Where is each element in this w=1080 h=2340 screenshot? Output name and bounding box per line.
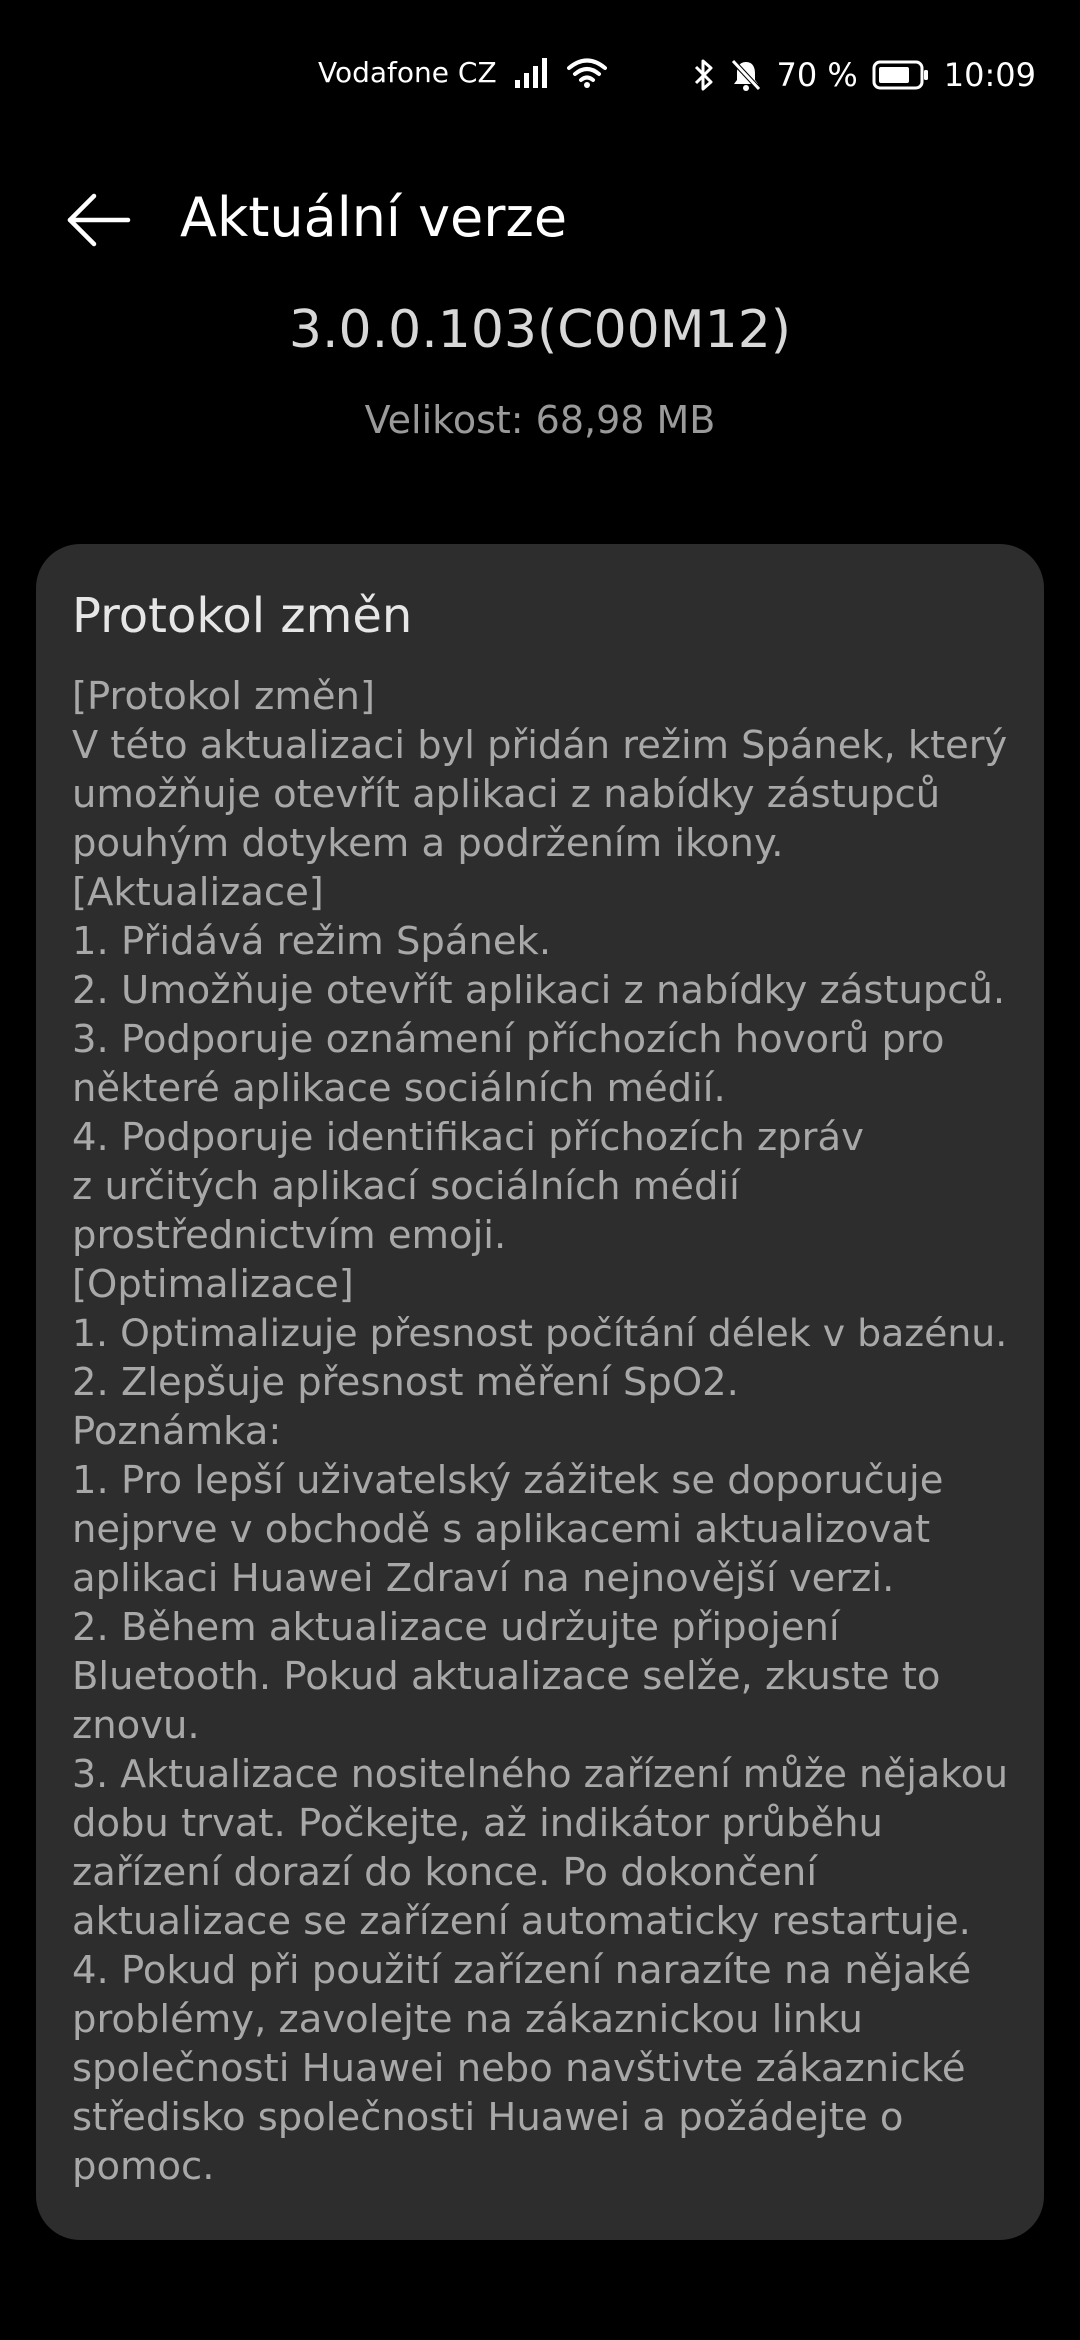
changelog-line: dobu trvat. Počkejte, až indikátor průběhu bbox=[72, 1801, 883, 1846]
back-button[interactable] bbox=[66, 182, 150, 262]
changelog-line: aktualizace se zařízení automaticky restartuje. bbox=[72, 1899, 971, 1944]
back-arrow-icon bbox=[66, 192, 132, 252]
battery-icon bbox=[872, 59, 930, 91]
changelog-line: společnosti Huawei nebo navštivte zákaznické bbox=[72, 2046, 966, 2091]
changelog-title: Protokol změn bbox=[72, 588, 413, 644]
changelog-line: znovu. bbox=[72, 1703, 200, 1748]
update-size: Velikost: 68,98 MB bbox=[364, 398, 716, 442]
version-number: 3.0.0.103(C00M12) bbox=[288, 300, 792, 360]
carrier-name: Vodafone CZ bbox=[318, 56, 497, 89]
changelog-line: prostřednictvím emoji. bbox=[72, 1213, 507, 1258]
changelog-line: [Aktualizace] bbox=[72, 870, 324, 915]
changelog-line: 1. Přidává režim Spánek. bbox=[72, 919, 552, 964]
changelog-line: pouhým dotykem a podržením ikony. bbox=[72, 821, 784, 866]
changelog-line: 2. Umožňuje otevřít aplikaci z nabídky zástupců. bbox=[72, 968, 1006, 1013]
changelog-line: 3. Podporuje oznámení příchozích hovorů pro bbox=[72, 1017, 945, 1062]
status-left bbox=[318, 56, 607, 89]
changelog-line: umožňuje otevřít aplikaci z nabídky zástupců bbox=[72, 772, 941, 817]
changelog-line: pomoc. bbox=[72, 2144, 215, 2189]
page-title: Aktuální verze bbox=[180, 186, 568, 249]
changelog-line: [Optimalizace] bbox=[72, 1262, 354, 1307]
notifications-muted-icon bbox=[730, 58, 762, 92]
changelog-line: 1. Pro lepší uživatelský zážitek se doporučuje bbox=[72, 1458, 944, 1503]
status-time: 10:09 bbox=[943, 56, 1036, 94]
changelog-line: zařízení dorazí do konce. Po dokončení bbox=[72, 1850, 818, 1895]
changelog-line: V této aktualizaci byl přidán režim Spánek, který bbox=[72, 723, 1008, 768]
changelog-line: [Protokol změn] bbox=[72, 674, 375, 719]
changelog-line: aplikaci Huawei Zdraví na nejnovější verzi. bbox=[72, 1556, 895, 1601]
battery-percent: 70 % bbox=[776, 56, 858, 94]
changelog-line: některé aplikace sociálních médií. bbox=[72, 1066, 726, 1111]
changelog-text bbox=[72, 672, 1008, 2191]
bluetooth-icon bbox=[692, 58, 716, 92]
changelog-line: 2. Zlepšuje přesnost měření SpO2. bbox=[72, 1360, 739, 1405]
changelog-line: Poznámka: bbox=[72, 1409, 282, 1454]
wifi-icon bbox=[567, 57, 607, 89]
app-header bbox=[0, 170, 1080, 270]
changelog-line: 4. Podporuje identifikaci příchozích zpráv bbox=[72, 1115, 864, 1160]
changelog-line: 3. Aktualizace nositelného zařízení může nějakou bbox=[72, 1752, 1009, 1796]
changelog-line: z určitých aplikací sociálních médií bbox=[72, 1164, 740, 1209]
changelog-card[interactable] bbox=[36, 544, 1044, 2240]
changelog-line: 1. Optimalizuje přesnost počítání délek v bazénu. bbox=[72, 1311, 1008, 1355]
status-bar bbox=[0, 0, 1080, 160]
changelog-line: středisko společnosti Huawei a požádejte o bbox=[72, 2095, 904, 2140]
changelog-line: nejprve v obchodě s aplikacemi aktualizovat bbox=[72, 1507, 931, 1552]
changelog-line: problémy, zavolejte na zákaznickou linku bbox=[72, 1997, 863, 2042]
changelog-line: 2. Během aktualizace udržujte připojení bbox=[72, 1605, 840, 1650]
status-right bbox=[692, 56, 1036, 94]
signal-icon bbox=[515, 58, 549, 88]
changelog-line: 4. Pokud při použití zařízení narazíte na nějaké bbox=[72, 1948, 972, 1993]
changelog-line: Bluetooth. Pokud aktualizace selže, zkuste to bbox=[72, 1654, 941, 1699]
